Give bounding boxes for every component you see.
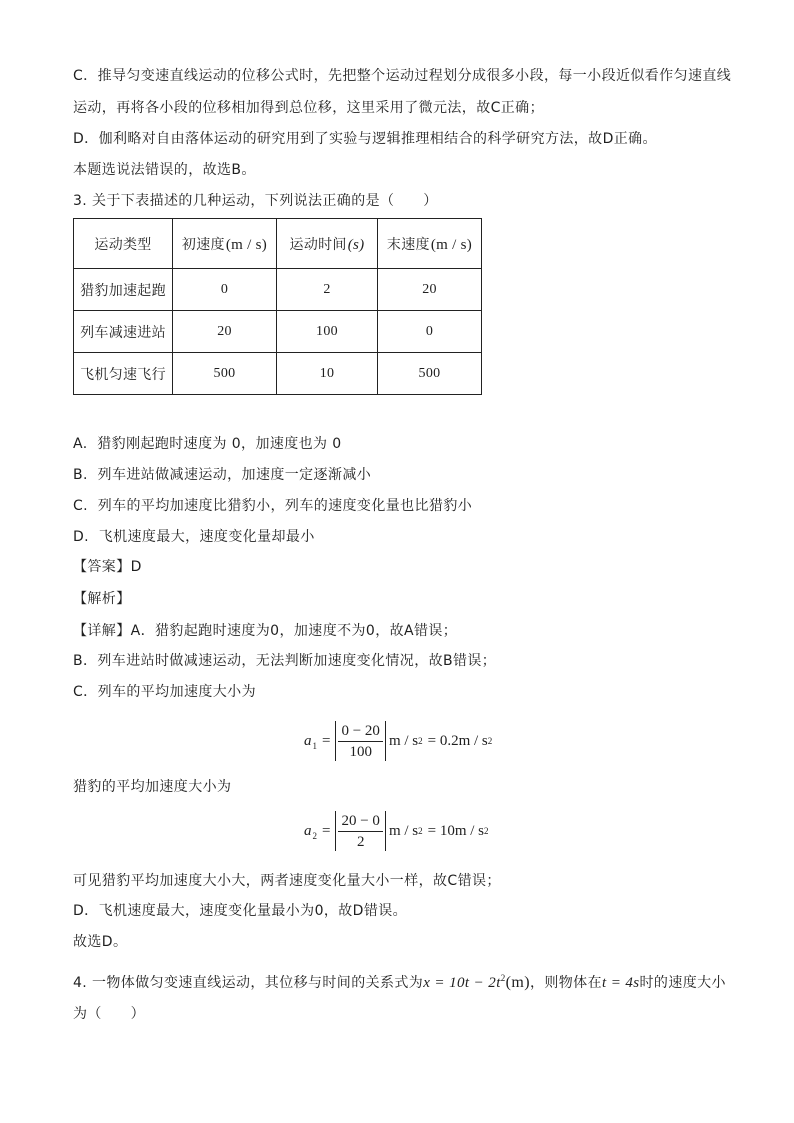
analysis-tag: 【解析】: [73, 591, 131, 607]
detail-line-d: D．飞机速度最大，速度变化量最小为0，故D错误。: [73, 903, 408, 919]
table-row: [74, 269, 482, 311]
header-label: 运动时间: [289, 236, 347, 253]
formula-subscript: 1: [312, 741, 317, 751]
detail-tag: 【详解】: [73, 623, 131, 639]
fraction-numerator: 0 − 20: [338, 722, 382, 742]
header-label: 末速度: [386, 236, 430, 253]
table-cell: 0: [173, 269, 277, 311]
header-unit: (m / s): [430, 236, 473, 253]
formula-subscript: 2: [312, 831, 317, 841]
question-4-stem: [73, 973, 726, 993]
fraction-denominator: 2: [356, 833, 365, 850]
table-header-duration: [277, 219, 378, 269]
question-4-stem-line2: 为（ ）: [73, 1006, 145, 1022]
table-cell: 100: [277, 311, 378, 353]
question-4-text-pre: 4. 一物体做匀变速直线运动，其位移与时间的关系式为: [73, 975, 424, 991]
solution-option-c-line1: C．推导匀变速直线运动的位移公式时，先把整个运动过程划分成很多小段，每一小段近似看作匀速直线: [73, 68, 732, 84]
formula-variable: a: [304, 732, 312, 749]
final-answer: 故选D。: [73, 934, 128, 950]
table-row: [74, 311, 482, 353]
detail-line-cheetah-intro: 猎豹的平均加速度大小为: [73, 779, 232, 795]
table-cell: 10: [277, 353, 378, 395]
option-a: A. 猎豹刚起跑时速度为 0，加速度也为 0: [73, 436, 342, 452]
solution-option-c-line2: 运动，再将各小段的位移相加得到总位移，这里采用了微元法，故C正确；: [73, 100, 544, 116]
table-cell-motion-type: 列车减速进站: [74, 311, 173, 353]
table-cell: 20: [173, 311, 277, 353]
table-cell: 0: [378, 311, 482, 353]
table-cell: 500: [173, 353, 277, 395]
fraction-denominator: 100: [349, 743, 372, 760]
header-label: 初速度: [181, 236, 225, 253]
question-4-text-post: 时的速度大小: [639, 975, 726, 991]
answer-line: [73, 557, 142, 577]
formula-a1: a $_1$ = $\frac{0 - 20}{100}$ m / s 2 = 0.2m / s 2: [304, 722, 493, 760]
detail-line-a: [73, 621, 457, 641]
header-label: 运动类型: [94, 236, 152, 253]
fraction: [338, 812, 382, 851]
option-c: C. 列车的平均加速度比猎豹小，列车的速度变化量也比猎豹小: [73, 498, 473, 514]
formula-variable: a: [304, 822, 312, 839]
table-header-row: [74, 219, 482, 269]
formula-equals: =: [322, 822, 331, 839]
table-header-final-velocity: [378, 219, 482, 269]
table-row: [74, 353, 482, 395]
detail-line-c-intro: C．列车的平均加速度大小为: [73, 684, 256, 700]
detail-a-text: A．猎豹起跑时速度为0，加速度不为0，故A错误；: [130, 623, 458, 639]
table-cell: 20: [378, 269, 482, 311]
displacement-expression: x = 10t − 2t: [423, 975, 501, 991]
displacement-expression-unit: (m): [505, 974, 530, 991]
time-expression: t = 4s: [601, 975, 640, 991]
solution-conclusion: 本题选说法错误的，故选B。: [73, 162, 256, 178]
solution-option-d: D．伽利略对自由落体运动的研究用到了实验与逻辑推理相结合的科学研究方法，故D正确。: [73, 131, 657, 147]
formula-equals: =: [322, 732, 331, 749]
formula-a2: a $_2$ = $\frac{20 - 0}{2}$ m / s 2 = 10m / s 2: [304, 812, 489, 850]
table-cell: 2: [277, 269, 378, 311]
table-header-initial-velocity: [173, 219, 277, 269]
table-cell-motion-type: 猎豹加速起跑: [74, 269, 173, 311]
header-unit: (s): [347, 236, 365, 253]
fraction: [338, 722, 382, 761]
answer-tag: 【答案】: [73, 559, 131, 575]
absolute-value-bars: [335, 811, 385, 851]
exponent: 2: [500, 973, 506, 983]
table-cell: 500: [378, 353, 482, 395]
question-4-text-mid: ，则物体在: [529, 975, 602, 991]
detail-line-c-conclusion: 可见猎豹平均加速度大小大，两者速度变化量大小一样，故C错误；: [73, 873, 501, 889]
formula-result: = 0.2m / s: [427, 732, 488, 749]
table-cell-motion-type: 飞机匀速飞行: [74, 353, 173, 395]
detail-line-b: B．列车进站时做减速运动，无法判断加速度变化情况，故B错误；: [73, 653, 497, 669]
option-d: D. 飞机速度最大，速度变化量却最小: [73, 529, 315, 545]
table-header-motion-type: [74, 219, 173, 269]
formula-result: = 10m / s: [427, 822, 485, 839]
option-b: B. 列车进站做减速运动，加速度一定逐渐减小: [73, 467, 372, 483]
fraction-numerator: 20 − 0: [338, 812, 382, 832]
motion-table: [73, 218, 482, 395]
formula-unit: m / s: [388, 822, 419, 839]
header-unit: (m / s): [225, 236, 268, 253]
absolute-value-bars: [335, 721, 385, 761]
question-3-stem: 3. 关于下表描述的几种运动，下列说法正确的是（ ）: [73, 193, 438, 209]
formula-unit: m / s: [388, 732, 419, 749]
answer-value: D: [130, 559, 142, 575]
